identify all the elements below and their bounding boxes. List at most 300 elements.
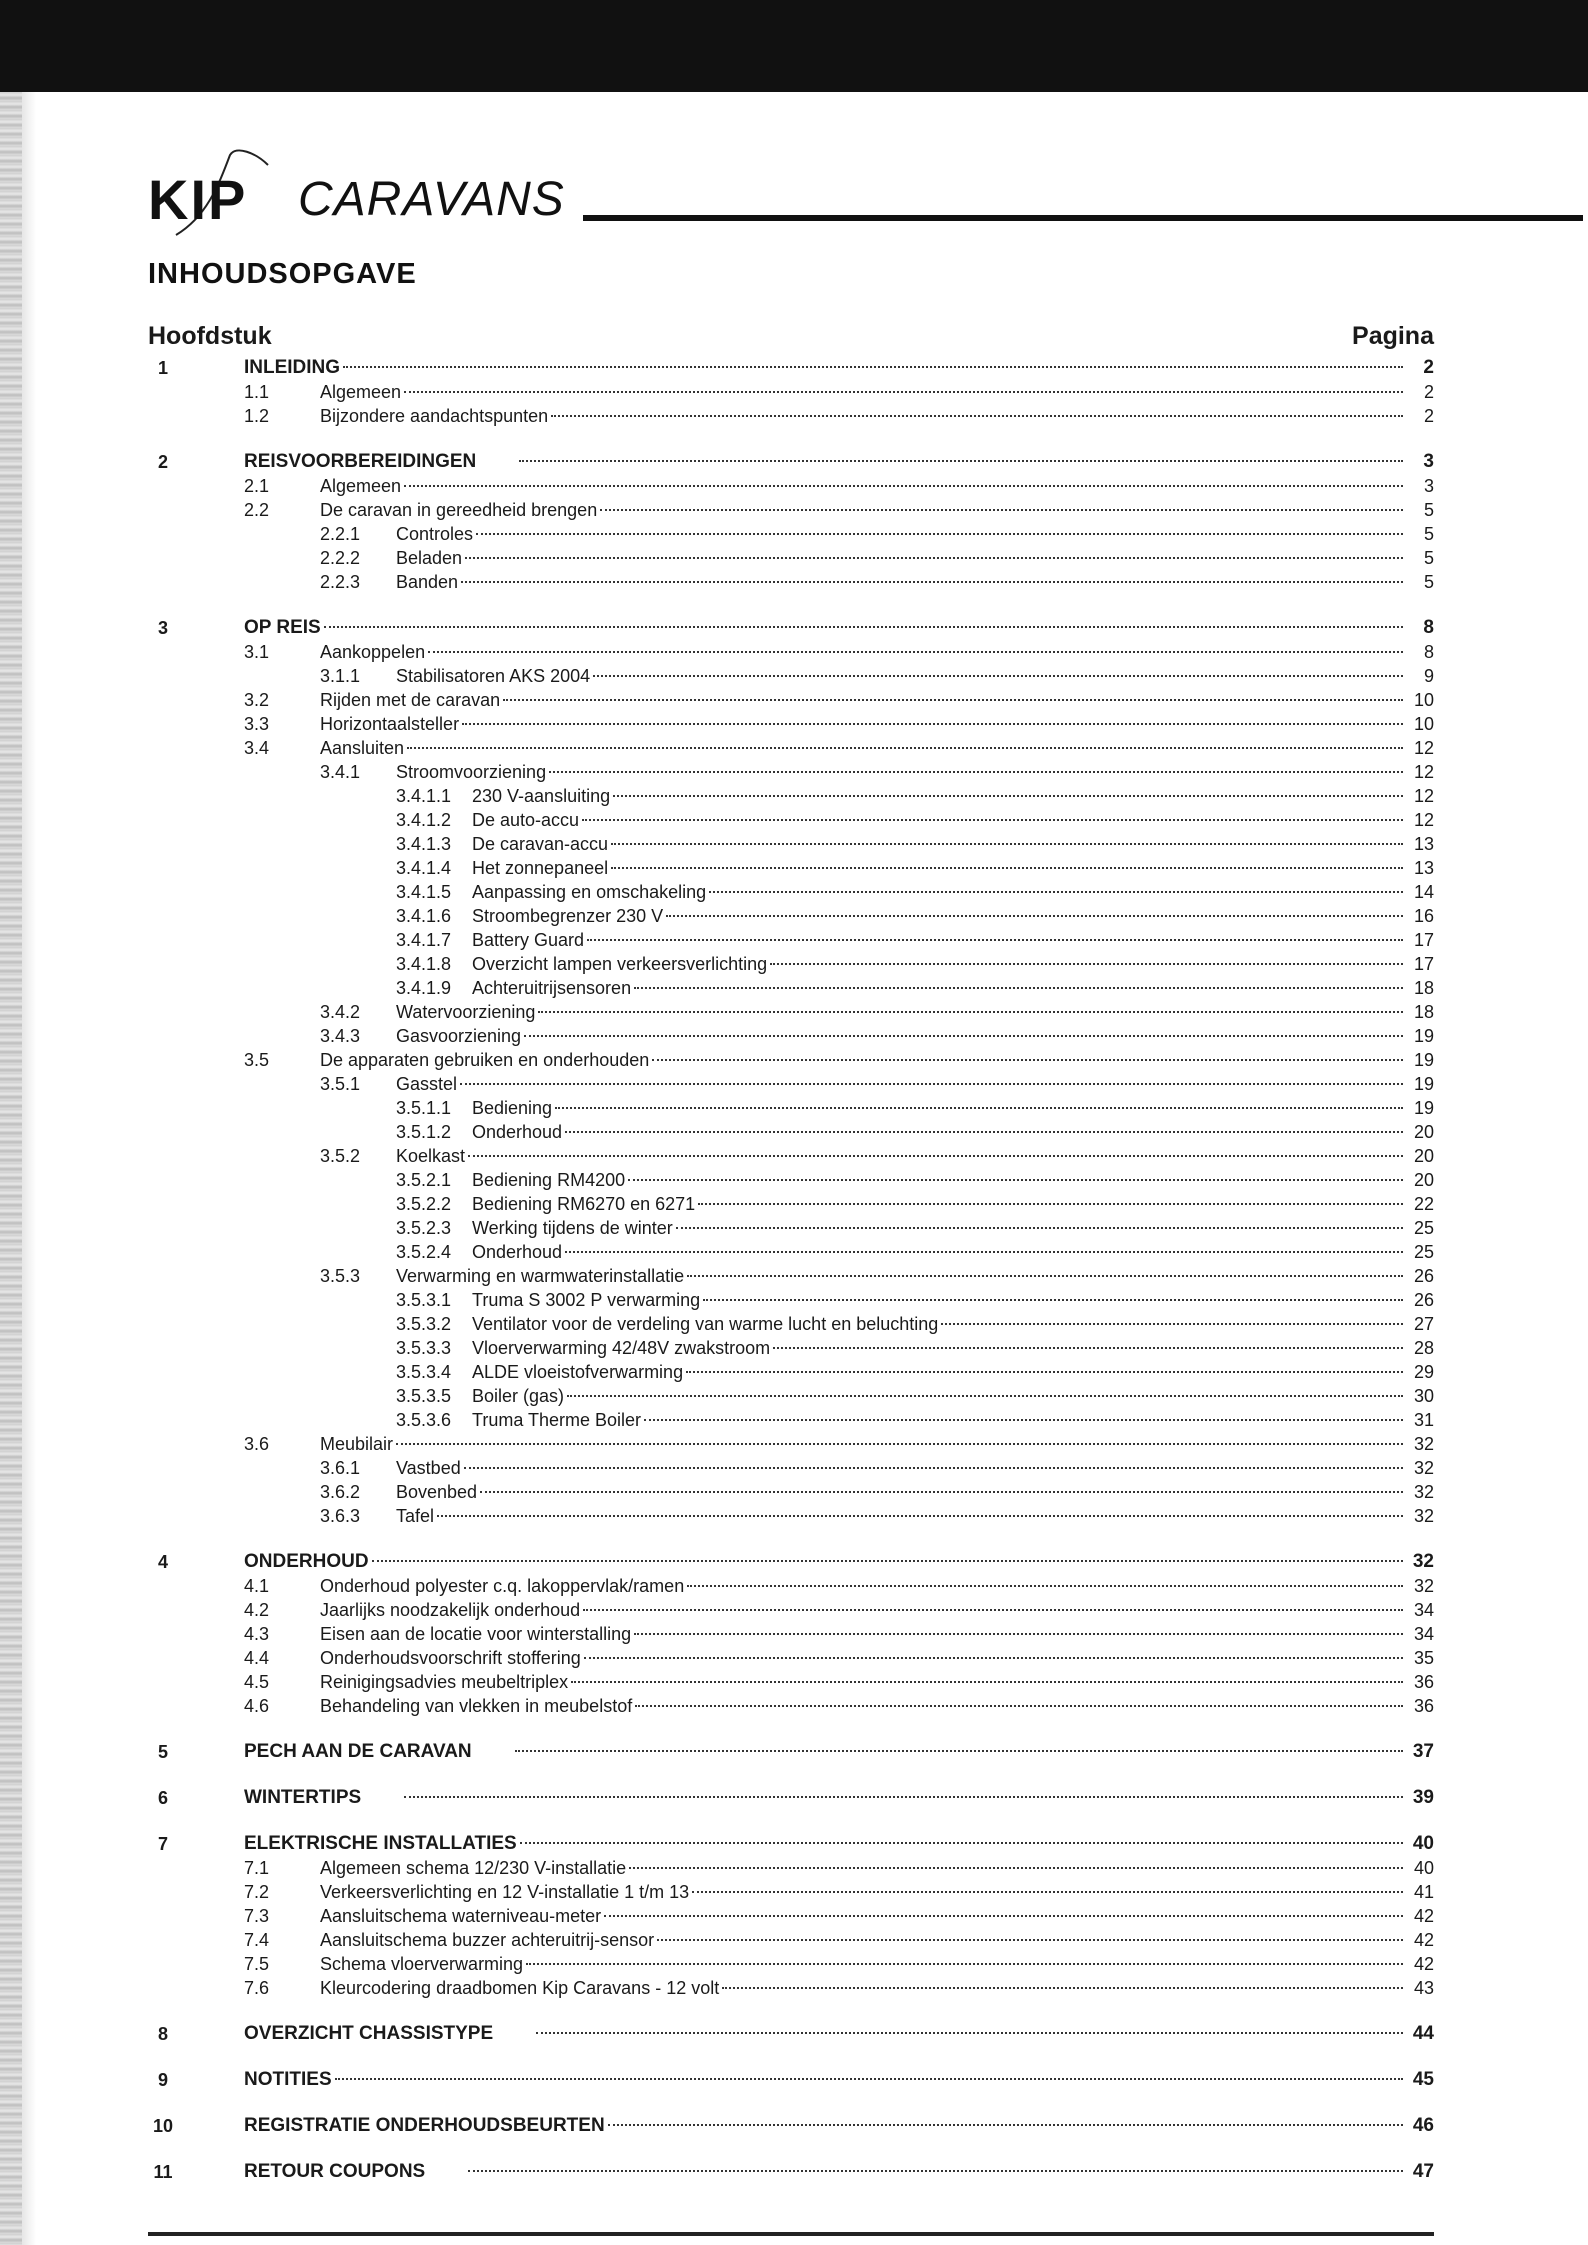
dot-leader — [676, 1226, 1403, 1229]
section-title: Onderhoudsvoorschrift stoffering — [320, 1648, 581, 1668]
toc-chapter-row[interactable] — [148, 450, 1434, 474]
section-number: 3.5.3.2 — [396, 1314, 452, 1334]
toc-entry — [396, 1096, 1434, 1120]
dot-leader — [468, 1154, 1403, 1157]
toc-entry-row[interactable] — [148, 1144, 1434, 1168]
toc-entry-row[interactable] — [148, 976, 1434, 1000]
toc-entry — [396, 880, 1434, 904]
page-number: 27 — [1413, 1314, 1434, 1334]
dot-leader — [464, 1466, 1403, 1469]
section-number: 1.1 — [244, 382, 270, 402]
page-number: 19 — [1413, 1050, 1434, 1070]
chapter-number: 8 — [157, 2024, 168, 2044]
page-number: 13 — [1413, 858, 1434, 878]
toc-entry-row[interactable] — [148, 1880, 1434, 1904]
toc-entry-row[interactable] — [148, 1694, 1434, 1718]
section-title: Overzicht lampen verkeersverlichting — [472, 954, 768, 974]
section-title: Bediening RM4200 — [472, 1170, 626, 1190]
toc-entry-row[interactable] — [148, 1240, 1434, 1264]
toc-entry — [396, 856, 1434, 880]
section-title: Rijden met de caravan — [320, 690, 501, 710]
dot-leader — [600, 508, 1403, 511]
dot-leader — [324, 625, 1403, 628]
dot-leader — [476, 532, 1403, 535]
toc-entry-row[interactable] — [148, 640, 1434, 664]
page-number: 12 — [1413, 810, 1434, 830]
toc-entry — [244, 1646, 1434, 1670]
page-number: 36 — [1413, 1696, 1434, 1716]
toc-entry — [396, 832, 1434, 856]
section-number: 3.4.2 — [320, 1002, 361, 1022]
toc-entry-row[interactable] — [148, 736, 1434, 760]
toc-entry — [244, 1976, 1434, 2000]
section-number: 3.4.1.3 — [396, 834, 452, 854]
page-number: 32 — [1413, 1458, 1434, 1478]
section-title: Banden — [396, 572, 459, 592]
chapter-number: 7 — [157, 1834, 168, 1854]
toc-entry — [396, 808, 1434, 832]
dot-leader — [608, 2123, 1403, 2126]
section-title: Verkeersverlichting en 12 V-installatie 1 t/m 13 — [320, 1882, 690, 1902]
toc-entry — [320, 1024, 1434, 1048]
section-title: Werking tijdens de winter — [472, 1218, 673, 1238]
section-number: 7.6 — [244, 1978, 270, 1998]
toc-entry-row[interactable] — [148, 832, 1434, 856]
toc-chapter-row[interactable] — [148, 2068, 1434, 2092]
toc-entry-row[interactable] — [148, 952, 1434, 976]
page-number: 36 — [1413, 1672, 1434, 1692]
dot-leader — [343, 365, 1403, 368]
toc-entry — [320, 1000, 1434, 1024]
toc-entry — [320, 522, 1434, 546]
brand-header — [148, 165, 1438, 235]
section-number: 3.5.2.4 — [396, 1242, 452, 1262]
page-title: INHOUDSOPGAVE — [148, 258, 417, 290]
toc-chapter-row[interactable] — [148, 2160, 1434, 2184]
section-title: Algemeen schema 12/230 V-installatie — [320, 1858, 627, 1878]
page-number: 20 — [1413, 1122, 1434, 1142]
section-title: Onderhoud — [472, 1122, 563, 1142]
toc-entry-row[interactable] — [148, 784, 1434, 808]
toc-entry-row[interactable] — [148, 1024, 1434, 1048]
toc-entry-row[interactable] — [148, 1456, 1434, 1480]
section-title: Kleurcodering draadbomen Kip Caravans - 12 volt — [320, 1978, 720, 1998]
dot-leader — [480, 1490, 1403, 1493]
page-number: 32 — [1413, 1434, 1434, 1454]
toc-chapter-row[interactable] — [148, 1550, 1434, 1574]
section-number: 3.5.1 — [320, 1074, 361, 1094]
page-number: 34 — [1413, 1600, 1434, 1620]
section-number: 4.5 — [244, 1672, 270, 1692]
toc-entry — [396, 1336, 1434, 1360]
toc-entry — [244, 404, 1434, 428]
section-title: Jaarlijks noodzakelijk onderhoud — [320, 1600, 581, 1620]
dot-leader — [503, 698, 1403, 701]
header-rule — [583, 215, 1583, 221]
scan-left-edge — [0, 92, 22, 2245]
section-number: 4.3 — [244, 1624, 270, 1644]
chapter-title: INLEIDING — [244, 357, 341, 378]
toc-entry-row[interactable] — [148, 1264, 1434, 1288]
toc-entry-row[interactable] — [148, 1312, 1434, 1336]
section-title: ALDE vloeistofverwarming — [472, 1362, 684, 1382]
toc-entry-row[interactable] — [148, 1096, 1434, 1120]
page-number: 13 — [1413, 834, 1434, 854]
section-title: Truma Therme Boiler — [472, 1410, 642, 1430]
dot-leader — [634, 1632, 1403, 1635]
dot-leader — [519, 459, 1403, 462]
dot-leader — [468, 2169, 1403, 2172]
section-title: Meubilair — [320, 1434, 394, 1454]
toc-entry — [396, 1384, 1434, 1408]
section-number: 2.2.2 — [320, 548, 361, 568]
toc-entry-row[interactable] — [148, 808, 1434, 832]
toc-entry — [244, 1904, 1434, 1928]
section-title: De auto-accu — [472, 810, 580, 830]
toc-entry-row[interactable] — [148, 1670, 1434, 1694]
section-number: 3.4.1.2 — [396, 810, 452, 830]
section-number: 3.5.3 — [320, 1266, 361, 1286]
toc-chapter-row[interactable] — [148, 1740, 1434, 1764]
section-title: Truma S 3002 P verwarming — [472, 1290, 701, 1310]
section-number: 3.6.2 — [320, 1482, 361, 1502]
toc-chapter-row[interactable] — [148, 616, 1434, 640]
dot-leader — [515, 1749, 1403, 1752]
toc-entry-row[interactable] — [148, 1408, 1434, 1432]
section-title: Bediening — [472, 1098, 553, 1118]
dot-leader — [396, 1442, 1403, 1445]
dot-leader — [461, 580, 1403, 583]
toc-entry-row[interactable] — [148, 1072, 1434, 1096]
section-title: Horizontaalsteller — [320, 714, 460, 734]
section-number: 7.4 — [244, 1930, 270, 1950]
toc-entry — [244, 712, 1434, 736]
section-number: 7.2 — [244, 1882, 270, 1902]
toc-entry-row[interactable] — [148, 904, 1434, 928]
toc-entry-row[interactable] — [148, 404, 1434, 428]
toc-entry — [320, 1504, 1434, 1528]
section-number: 2.2.1 — [320, 524, 361, 544]
page-number: 43 — [1413, 1978, 1434, 1998]
dot-leader — [538, 1010, 1403, 1013]
toc-entry-row[interactable] — [148, 688, 1434, 712]
dot-leader — [526, 1962, 1403, 1965]
toc-entry-row[interactable] — [148, 1048, 1434, 1072]
dot-leader — [703, 1298, 1403, 1301]
chapter-number: 2 — [157, 452, 168, 472]
page-number: 39 — [1412, 1787, 1434, 1808]
page-number: 26 — [1413, 1266, 1434, 1286]
toc-chapter-row[interactable] — [148, 2114, 1434, 2138]
section-number: 7.1 — [244, 1858, 270, 1878]
toc-chapter-row[interactable] — [148, 356, 1434, 380]
dot-leader — [524, 1034, 1403, 1037]
dot-leader — [941, 1322, 1403, 1325]
section-title: Aansluitschema waterniveau-meter — [320, 1906, 602, 1926]
section-title: Bediening RM6270 en 6271 — [472, 1194, 696, 1214]
toc-entry-row[interactable] — [148, 570, 1434, 594]
toc-entry-row[interactable] — [148, 1646, 1434, 1670]
section-number: 3.6.1 — [320, 1458, 361, 1478]
toc-entry-row[interactable] — [148, 546, 1434, 570]
toc-entry-row[interactable] — [148, 664, 1434, 688]
page-number: 22 — [1413, 1194, 1434, 1214]
section-title: Ventilator voor de verdeling van warme lucht en beluchting — [472, 1314, 939, 1334]
chapter-number: 5 — [157, 1742, 168, 1762]
toc-entry-row[interactable] — [148, 1432, 1434, 1456]
dot-leader — [536, 2031, 1403, 2034]
section-number: 3.5.1.1 — [396, 1098, 452, 1118]
toc-entry — [396, 904, 1434, 928]
dot-leader — [587, 938, 1403, 941]
logo-wordmark: CARAVANS — [298, 173, 565, 226]
page-number: 8 — [1423, 617, 1434, 638]
section-number: 3.5.1.2 — [396, 1122, 452, 1142]
section-number: 3.5.2.2 — [396, 1194, 452, 1214]
section-number: 3.6.3 — [320, 1506, 361, 1526]
toc-entry-row[interactable] — [148, 1192, 1434, 1216]
toc-entry-row[interactable] — [148, 928, 1434, 952]
dot-leader — [770, 962, 1403, 965]
chapter-title: ELEKTRISCHE INSTALLATIES — [244, 1833, 517, 1854]
section-title: Watervoorziening — [396, 1002, 536, 1022]
page-number: 46 — [1412, 2115, 1434, 2136]
toc-entry — [244, 2114, 1434, 2138]
page-number: 5 — [1423, 500, 1434, 520]
section-title: Bovenbed — [396, 1482, 478, 1502]
section-number: 7.5 — [244, 1954, 270, 1974]
toc-entry-row[interactable] — [148, 522, 1434, 546]
toc-entry — [320, 664, 1434, 688]
scan-top-border — [0, 0, 1588, 92]
section-title: Het zonnepaneel — [472, 858, 609, 878]
toc-entry-row[interactable] — [148, 760, 1434, 784]
page-number: 25 — [1413, 1218, 1434, 1238]
toc-entry — [320, 760, 1434, 784]
toc-entry — [244, 356, 1434, 380]
toc-entry-row[interactable] — [148, 474, 1434, 498]
toc-entry-row[interactable] — [148, 1904, 1434, 1928]
page-number: 29 — [1413, 1362, 1434, 1382]
dot-leader — [584, 1656, 1403, 1659]
toc-chapter-row[interactable] — [148, 2022, 1434, 2046]
toc-entry-row[interactable] — [148, 1952, 1434, 1976]
section-number: 4.1 — [244, 1576, 270, 1596]
dot-leader — [709, 890, 1403, 893]
toc-entry-row[interactable] — [148, 880, 1434, 904]
section-number: 3.6 — [244, 1434, 270, 1454]
toc-entry-row[interactable] — [148, 1574, 1434, 1598]
section-number: 7.3 — [244, 1906, 270, 1926]
section-number: 3.4.1.5 — [396, 882, 452, 902]
section-number: 3.5 — [244, 1050, 270, 1070]
toc-entry — [396, 952, 1434, 976]
section-number: 1.2 — [244, 406, 270, 426]
toc-entry-row[interactable] — [148, 1216, 1434, 1240]
section-title: Tafel — [396, 1506, 435, 1526]
toc-entry — [396, 1288, 1434, 1312]
toc-entry — [244, 1550, 1434, 1574]
toc-entry — [396, 976, 1434, 1000]
page-number: 5 — [1423, 548, 1434, 568]
toc-column-headers — [148, 322, 1434, 354]
chapter-number: 10 — [152, 2116, 174, 2136]
chapter-title: PECH AAN DE CARAVAN — [244, 1741, 472, 1762]
page-number: 32 — [1412, 1551, 1434, 1572]
page-number: 37 — [1412, 1741, 1434, 1762]
page-number: 42 — [1413, 1930, 1434, 1950]
page-number: 12 — [1413, 786, 1434, 806]
page-number: 5 — [1423, 572, 1434, 592]
chapter-column-header: Hoofdstuk — [148, 322, 272, 350]
chapter-title: WINTERTIPS — [244, 1787, 362, 1808]
toc-entry — [320, 1264, 1434, 1288]
toc-entry-row[interactable] — [148, 1504, 1434, 1528]
dot-leader — [404, 1795, 1403, 1798]
toc-entry — [244, 1432, 1434, 1456]
section-title: Algemeen — [320, 476, 402, 496]
toc-chapter-row[interactable] — [148, 1832, 1434, 1856]
section-number: 2.2 — [244, 500, 270, 520]
toc-entry-row[interactable] — [148, 1168, 1434, 1192]
dot-leader — [565, 1250, 1403, 1253]
toc-entry — [244, 736, 1434, 760]
toc-entry-row[interactable] — [148, 380, 1434, 404]
section-number: 3.4.1.9 — [396, 978, 452, 998]
section-title: Koelkast — [396, 1146, 466, 1166]
section-number: 2.2.3 — [320, 572, 361, 592]
dot-leader — [549, 770, 1403, 773]
toc-entry-row[interactable] — [148, 1120, 1434, 1144]
section-title: Battery Guard — [472, 930, 585, 950]
toc-entry — [244, 1694, 1434, 1718]
page-number: 9 — [1423, 666, 1434, 686]
section-number: 3.5.2.3 — [396, 1218, 452, 1238]
toc-entry — [244, 1048, 1434, 1072]
page-number: 2 — [1423, 406, 1434, 426]
section-number: 3.5.3.4 — [396, 1362, 452, 1382]
toc-entry-row[interactable] — [148, 1856, 1434, 1880]
toc-entry-row[interactable] — [148, 1360, 1434, 1384]
section-title: Gasstel — [396, 1074, 458, 1094]
section-title: Boiler (gas) — [472, 1386, 565, 1406]
page-number: 47 — [1412, 2161, 1434, 2182]
chapter-title: ONDERHOUD — [244, 1551, 369, 1572]
section-title: Gasvoorziening — [396, 1026, 522, 1046]
chapter-number: 1 — [157, 358, 168, 378]
section-number: 3.5.3.1 — [396, 1290, 452, 1310]
page-number: 12 — [1413, 762, 1434, 782]
toc-entry-row[interactable] — [148, 498, 1434, 522]
section-title: Schema vloerverwarming — [320, 1954, 524, 1974]
section-title: 230 V-aansluiting — [472, 786, 611, 806]
dot-leader — [520, 1841, 1403, 1844]
toc-entry — [244, 1952, 1434, 1976]
page-number: 3 — [1423, 476, 1434, 496]
toc-chapter-row[interactable] — [148, 1786, 1434, 1810]
page-number: 18 — [1413, 978, 1434, 998]
section-title: Stroomvoorziening — [396, 762, 547, 782]
page-number: 42 — [1413, 1954, 1434, 1974]
dot-leader — [555, 1106, 1403, 1109]
toc-entry-row[interactable] — [148, 1928, 1434, 1952]
footer-rule — [148, 2232, 1434, 2236]
toc-entry-row[interactable] — [148, 1976, 1434, 2000]
dot-leader — [335, 2077, 1403, 2080]
page-number: 31 — [1413, 1410, 1434, 1430]
toc-entry-row[interactable] — [148, 1622, 1434, 1646]
table-of-contents — [148, 356, 1434, 2184]
toc-entry — [244, 1670, 1434, 1694]
toc-entry — [244, 616, 1434, 640]
section-number: 4.2 — [244, 1600, 270, 1620]
chapter-number: 6 — [157, 1788, 168, 1808]
logo-mark: KIP — [148, 168, 248, 231]
toc-entry-row[interactable] — [148, 1000, 1434, 1024]
dot-leader — [773, 1346, 1403, 1349]
toc-entry-row[interactable] — [148, 1384, 1434, 1408]
dot-leader — [666, 914, 1403, 917]
section-title: Behandeling van vlekken in meubelstof — [320, 1696, 633, 1716]
dot-leader — [571, 1680, 1403, 1683]
toc-entry — [244, 1832, 1434, 1856]
page-number: 10 — [1413, 714, 1434, 734]
toc-entry — [244, 2160, 1434, 2184]
toc-entry — [244, 380, 1434, 404]
dot-leader — [692, 1890, 1403, 1893]
page-number: 42 — [1413, 1906, 1434, 1926]
chapter-number: 3 — [157, 618, 168, 638]
dot-leader — [404, 484, 1403, 487]
dot-leader — [628, 1178, 1403, 1181]
page-number: 12 — [1413, 738, 1434, 758]
toc-entry-row[interactable] — [148, 712, 1434, 736]
dot-leader — [687, 1274, 1403, 1277]
toc-entry — [396, 1312, 1434, 1336]
dot-leader — [686, 1370, 1403, 1373]
section-number: 3.5.2.1 — [396, 1170, 452, 1190]
dot-leader — [567, 1394, 1403, 1397]
section-title: Achteruitrijsensoren — [472, 978, 632, 998]
toc-entry-row[interactable] — [148, 1480, 1434, 1504]
dot-leader — [407, 746, 1403, 749]
toc-entry-row[interactable] — [148, 1598, 1434, 1622]
page-number: 14 — [1413, 882, 1434, 902]
page-number: 45 — [1412, 2069, 1434, 2090]
toc-entry — [244, 1598, 1434, 1622]
page-number: 40 — [1413, 1858, 1434, 1878]
section-number: 3.5.2 — [320, 1146, 361, 1166]
page-number: 16 — [1413, 906, 1434, 926]
toc-entry — [396, 1168, 1434, 1192]
page-number: 44 — [1412, 2023, 1434, 2044]
section-title: Stabilisatoren AKS 2004 — [396, 666, 591, 686]
page-number: 34 — [1413, 1624, 1434, 1644]
toc-entry-row[interactable] — [148, 856, 1434, 880]
toc-entry — [244, 1928, 1434, 1952]
page-number: 41 — [1413, 1882, 1434, 1902]
toc-entry — [244, 498, 1434, 522]
toc-entry — [244, 1880, 1434, 1904]
toc-entry-row[interactable] — [148, 1288, 1434, 1312]
dot-leader — [372, 1559, 1403, 1562]
toc-entry-row[interactable] — [148, 1336, 1434, 1360]
section-title: Aanpassing en omschakeling — [472, 882, 707, 902]
page-number: 2 — [1423, 357, 1434, 378]
page-number: 20 — [1413, 1170, 1434, 1190]
toc-entry — [244, 1574, 1434, 1598]
page-number: 28 — [1413, 1338, 1434, 1358]
